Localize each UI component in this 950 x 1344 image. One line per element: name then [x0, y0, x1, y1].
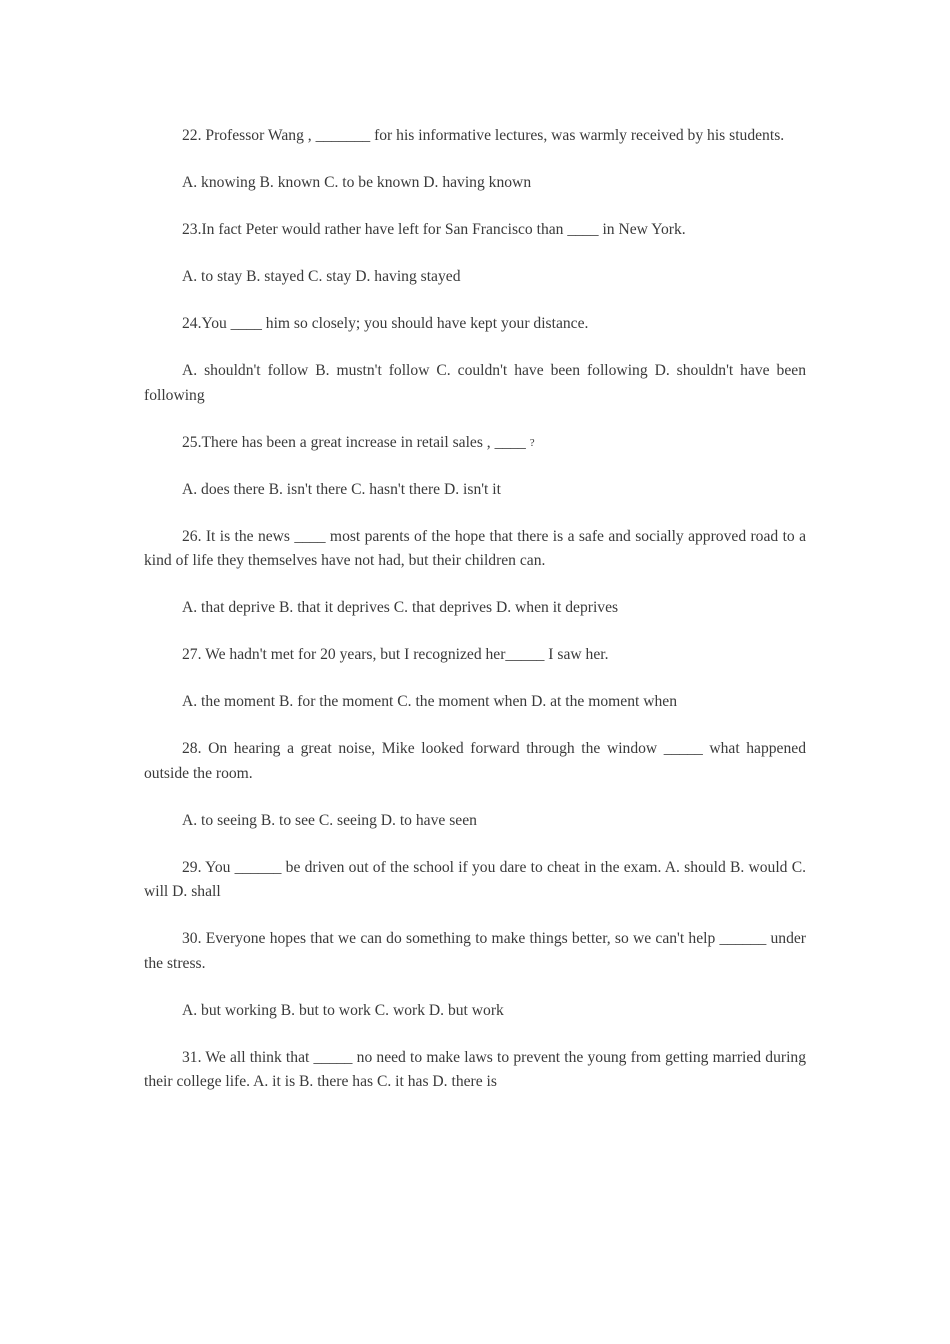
options-22: A. knowing B. known C. to be known D. having known — [182, 174, 532, 191]
options-24: A. shouldn't follow B. mustn't follow C. couldn't have been following D. shouldn't have been following — [144, 362, 806, 404]
question-30: 30. Everyone hopes that we can do something to make things better, so we can't help ______ under the stress. — [144, 930, 806, 972]
question-25-mark: ? — [529, 436, 535, 449]
question-29: 29. You ______ be driven out of the school if you dare to cheat in the exam. A. should B. would C. will D. shall — [144, 858, 806, 900]
question-25 — [144, 431, 806, 456]
question-28: 28. On hearing a great noise, Mike looked forward through the window _____ what happened outside the room. — [144, 740, 806, 782]
question-26: 26. It is the news ____ most parents of the hope that there is a safe and socially approved road to a kind of life they themselves have not had, but their children can. — [144, 527, 806, 569]
options-25: A. does there B. isn't there C. hasn't there D. isn't it — [182, 480, 501, 498]
question-27: 27. We hadn't met for 20 years, but I recognized her_____ I saw her. — [182, 646, 609, 663]
question-23: 23.In fact Peter would rather have left for San Francisco than ____ in New York. — [182, 221, 686, 238]
question-22: 22. Professor Wang , _______ for his informative lectures, was warmly received by his students. — [182, 127, 785, 144]
question-24: 24.You ____ him so closely; you should have kept your distance. — [182, 315, 589, 332]
question-31: 31. We all think that _____ no need to make laws to prevent the young from getting married during their college life. A. it is B. there has C. it has D. there is — [144, 1048, 806, 1090]
question-25-text: 25.There has been a great increase in retail sales , ____ — [182, 433, 530, 451]
options-23: A. to stay B. stayed C. stay D. having stayed — [182, 268, 461, 285]
options-28: A. to seeing B. to see C. seeing D. to have seen — [182, 811, 477, 829]
options-27: A. the moment B. for the moment C. the moment when D. at the moment when — [182, 693, 678, 710]
options-26: A. that deprive B. that it deprives C. that deprives D. when it deprives — [182, 599, 619, 616]
options-30: A. but working B. but to work C. work D. but work — [182, 1001, 504, 1019]
document-page — [144, 124, 806, 1117]
